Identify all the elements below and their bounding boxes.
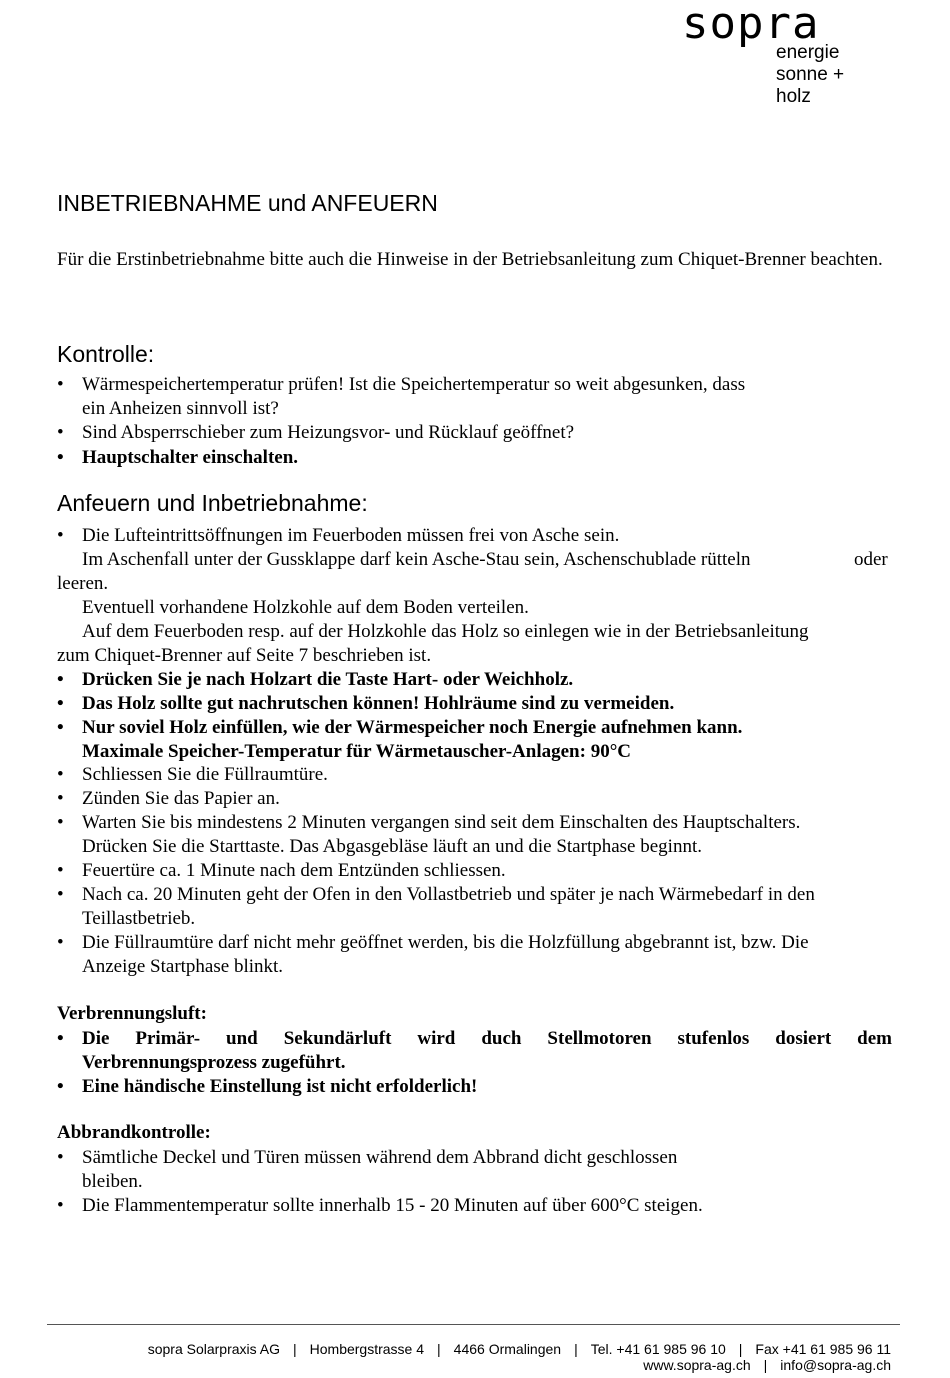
footer-address-line (148, 1341, 891, 1357)
anfeuern-item-4-line-1: Nur soviel Holz einfüllen, wie der Wärmespeicher noch Energie aufnehmen kann. (82, 717, 743, 738)
anfeuern-item-7-line-2: Drücken Sie die Starttaste. Das Abgasgebläse läuft an und die Startphase beginnt. (82, 836, 702, 857)
anfeuern-item-8: Feuertüre ca. 1 Minute nach dem Entzünden schliessen. (82, 860, 506, 881)
anfeuern-paragraph-3-line-2: zum Chiquet-Brenner auf Seite 7 beschrieben ist. (57, 645, 432, 666)
bullet-marker: • (57, 525, 64, 546)
footer-fax: Fax +41 61 985 96 11 (755, 1341, 891, 1357)
anfeuern-item-4-line-2: Maximale Speicher-Temperatur für Wärmetauscher-Anlagen: 90°C (82, 741, 632, 762)
kontrolle-item-1-line-1: Wärmespeichertemperatur prüfen! Ist die Speichertemperatur so weit abgesunken, dass (82, 374, 746, 395)
anfeuern-item-2: Drücken Sie je nach Holzart die Taste Hart- oder Weichholz. (82, 669, 574, 690)
verbrennungsluft-item-1-line-1: Die Primär- und Sekundärluft wird duch Stellmotoren stufenlos dosiert dem (82, 1028, 892, 1049)
anfeuern-item-3: Das Holz sollte gut nachrutschen können! Hohlräume sind zu vermeiden. (82, 693, 675, 714)
abbrandkontrolle-item-2: Die Flammentemperatur sollte innerhalb 15 - 20 Minuten auf über 600°C steigen. (82, 1195, 703, 1216)
bullet-marker: • (57, 717, 64, 738)
footer-separator: | (763, 1357, 768, 1373)
bullet-marker: • (57, 693, 64, 714)
kontrolle-item-1-line-2: ein Anheizen sinnvoll ist? (82, 398, 279, 419)
verbrennungsluft-item-2: Eine händische Einstellung ist nicht erfolderlich! (82, 1076, 478, 1097)
section-heading-anfeuern: Anfeuern und Inbetriebnahme: (57, 490, 368, 516)
company-logo (682, 0, 882, 107)
abbrandkontrolle-item-1-line-2: bleiben. (82, 1171, 143, 1192)
footer-company: sopra Solarpraxis AG (147, 1341, 280, 1357)
abbrandkontrolle-item-1-line-1: Sämtliche Deckel und Türen müssen während dem Abbrand dicht geschlossen (82, 1147, 678, 1168)
logo-tagline-line1: energie (776, 42, 840, 63)
anfeuern-item-7-line-1: Warten Sie bis mindestens 2 Minuten vergangen sind seit dem Einschalten des Hauptschalters. (82, 812, 801, 833)
anfeuern-item-9-line-2: Teillastbetrieb. (82, 908, 196, 929)
anfeuern-paragraph-2: Eventuell vorhandene Holzkohle auf dem Boden verteilen. (82, 597, 529, 618)
footer-email-link[interactable]: info@sopra-ag.ch (780, 1357, 891, 1373)
logo-tagline (776, 42, 882, 108)
bullet-marker: • (57, 1147, 64, 1168)
bullet-marker: • (57, 884, 64, 905)
bullet-marker: • (57, 1028, 64, 1049)
intro-paragraph: Für die Erstinbetriebnahme bitte auch die Hinweise in der Betriebsanleitung zum Chiquet-Brenner beachten. (57, 249, 883, 270)
bullet-marker: • (57, 812, 64, 833)
bullet-marker: • (57, 764, 64, 785)
footer-separator: | (574, 1341, 578, 1357)
bullet-marker: • (57, 669, 64, 690)
verbrennungsluft-item-1-line-2: Verbrennungsprozess zugeführt. (82, 1052, 346, 1073)
section-heading-kontrolle: Kontrolle: (57, 341, 155, 367)
section-heading-verbrennungsluft: Verbrennungsluft: (57, 1003, 207, 1024)
kontrolle-item-3: Hauptschalter einschalten. (82, 447, 299, 468)
bullet-marker: • (57, 447, 64, 468)
bullet-marker: • (57, 860, 64, 881)
footer-contact-line (643, 1357, 891, 1373)
anfeuern-item-6: Zünden Sie das Papier an. (82, 788, 280, 809)
footer-website-link[interactable]: www.sopra-ag.ch (643, 1357, 751, 1373)
anfeuern-paragraph-1-line-2: leeren. (57, 573, 109, 594)
logo-wordmark: sopra (682, 0, 820, 49)
footer-separator: | (738, 1341, 743, 1357)
footer-tel: Tel. +41 61 985 96 10 (590, 1341, 726, 1357)
anfeuern-paragraph-1-line-1-end: oder (854, 549, 888, 570)
anfeuern-item-10-line-1: Die Füllraumtüre darf nicht mehr geöffnet werden, bis die Holzfüllung abgebrannt ist, bzw. Die (82, 932, 809, 953)
anfeuern-item-5: Schliessen Sie die Füllraumtüre. (82, 764, 328, 785)
footer-street: Hombergstrasse 4 (309, 1341, 425, 1357)
bullet-marker: • (57, 422, 64, 443)
kontrolle-item-2: Sind Absperrschieber zum Heizungsvor- und Rücklauf geöffnet? (82, 422, 575, 443)
footer-separator: | (293, 1341, 297, 1357)
anfeuern-paragraph-1-line-1: Im Aschenfall unter der Gussklappe darf kein Asche-Stau sein, Aschenschublade rütteln (82, 549, 751, 570)
bullet-marker: • (57, 1195, 64, 1216)
bullet-marker: • (57, 932, 64, 953)
anfeuern-item-1: Die Lufteintrittsöffnungen im Feuerboden müssen frei von Asche sein. (82, 525, 620, 546)
section-heading-abbrandkontrolle: Abbrandkontrolle: (57, 1122, 211, 1143)
footer-divider (47, 1324, 900, 1325)
bullet-marker: • (57, 1076, 64, 1097)
footer-city: 4466 Ormalingen (453, 1341, 562, 1357)
logo-tagline-line2: sonne + holz (776, 64, 845, 107)
anfeuern-paragraph-3-line-1: Auf dem Feuerboden resp. auf der Holzkohle das Holz so einlegen wie in der Betriebsanleitung (82, 621, 809, 642)
footer-separator: | (437, 1341, 441, 1357)
anfeuern-item-10-line-2: Anzeige Startphase blinkt. (82, 956, 284, 977)
page-title: INBETRIEBNAHME und ANFEUERN (57, 190, 438, 216)
bullet-marker: • (57, 374, 64, 395)
anfeuern-item-9-line-1: Nach ca. 20 Minuten geht der Ofen in den Vollastbetrieb und später je nach Wärmebedarf in den (82, 884, 815, 905)
bullet-marker: • (57, 788, 64, 809)
